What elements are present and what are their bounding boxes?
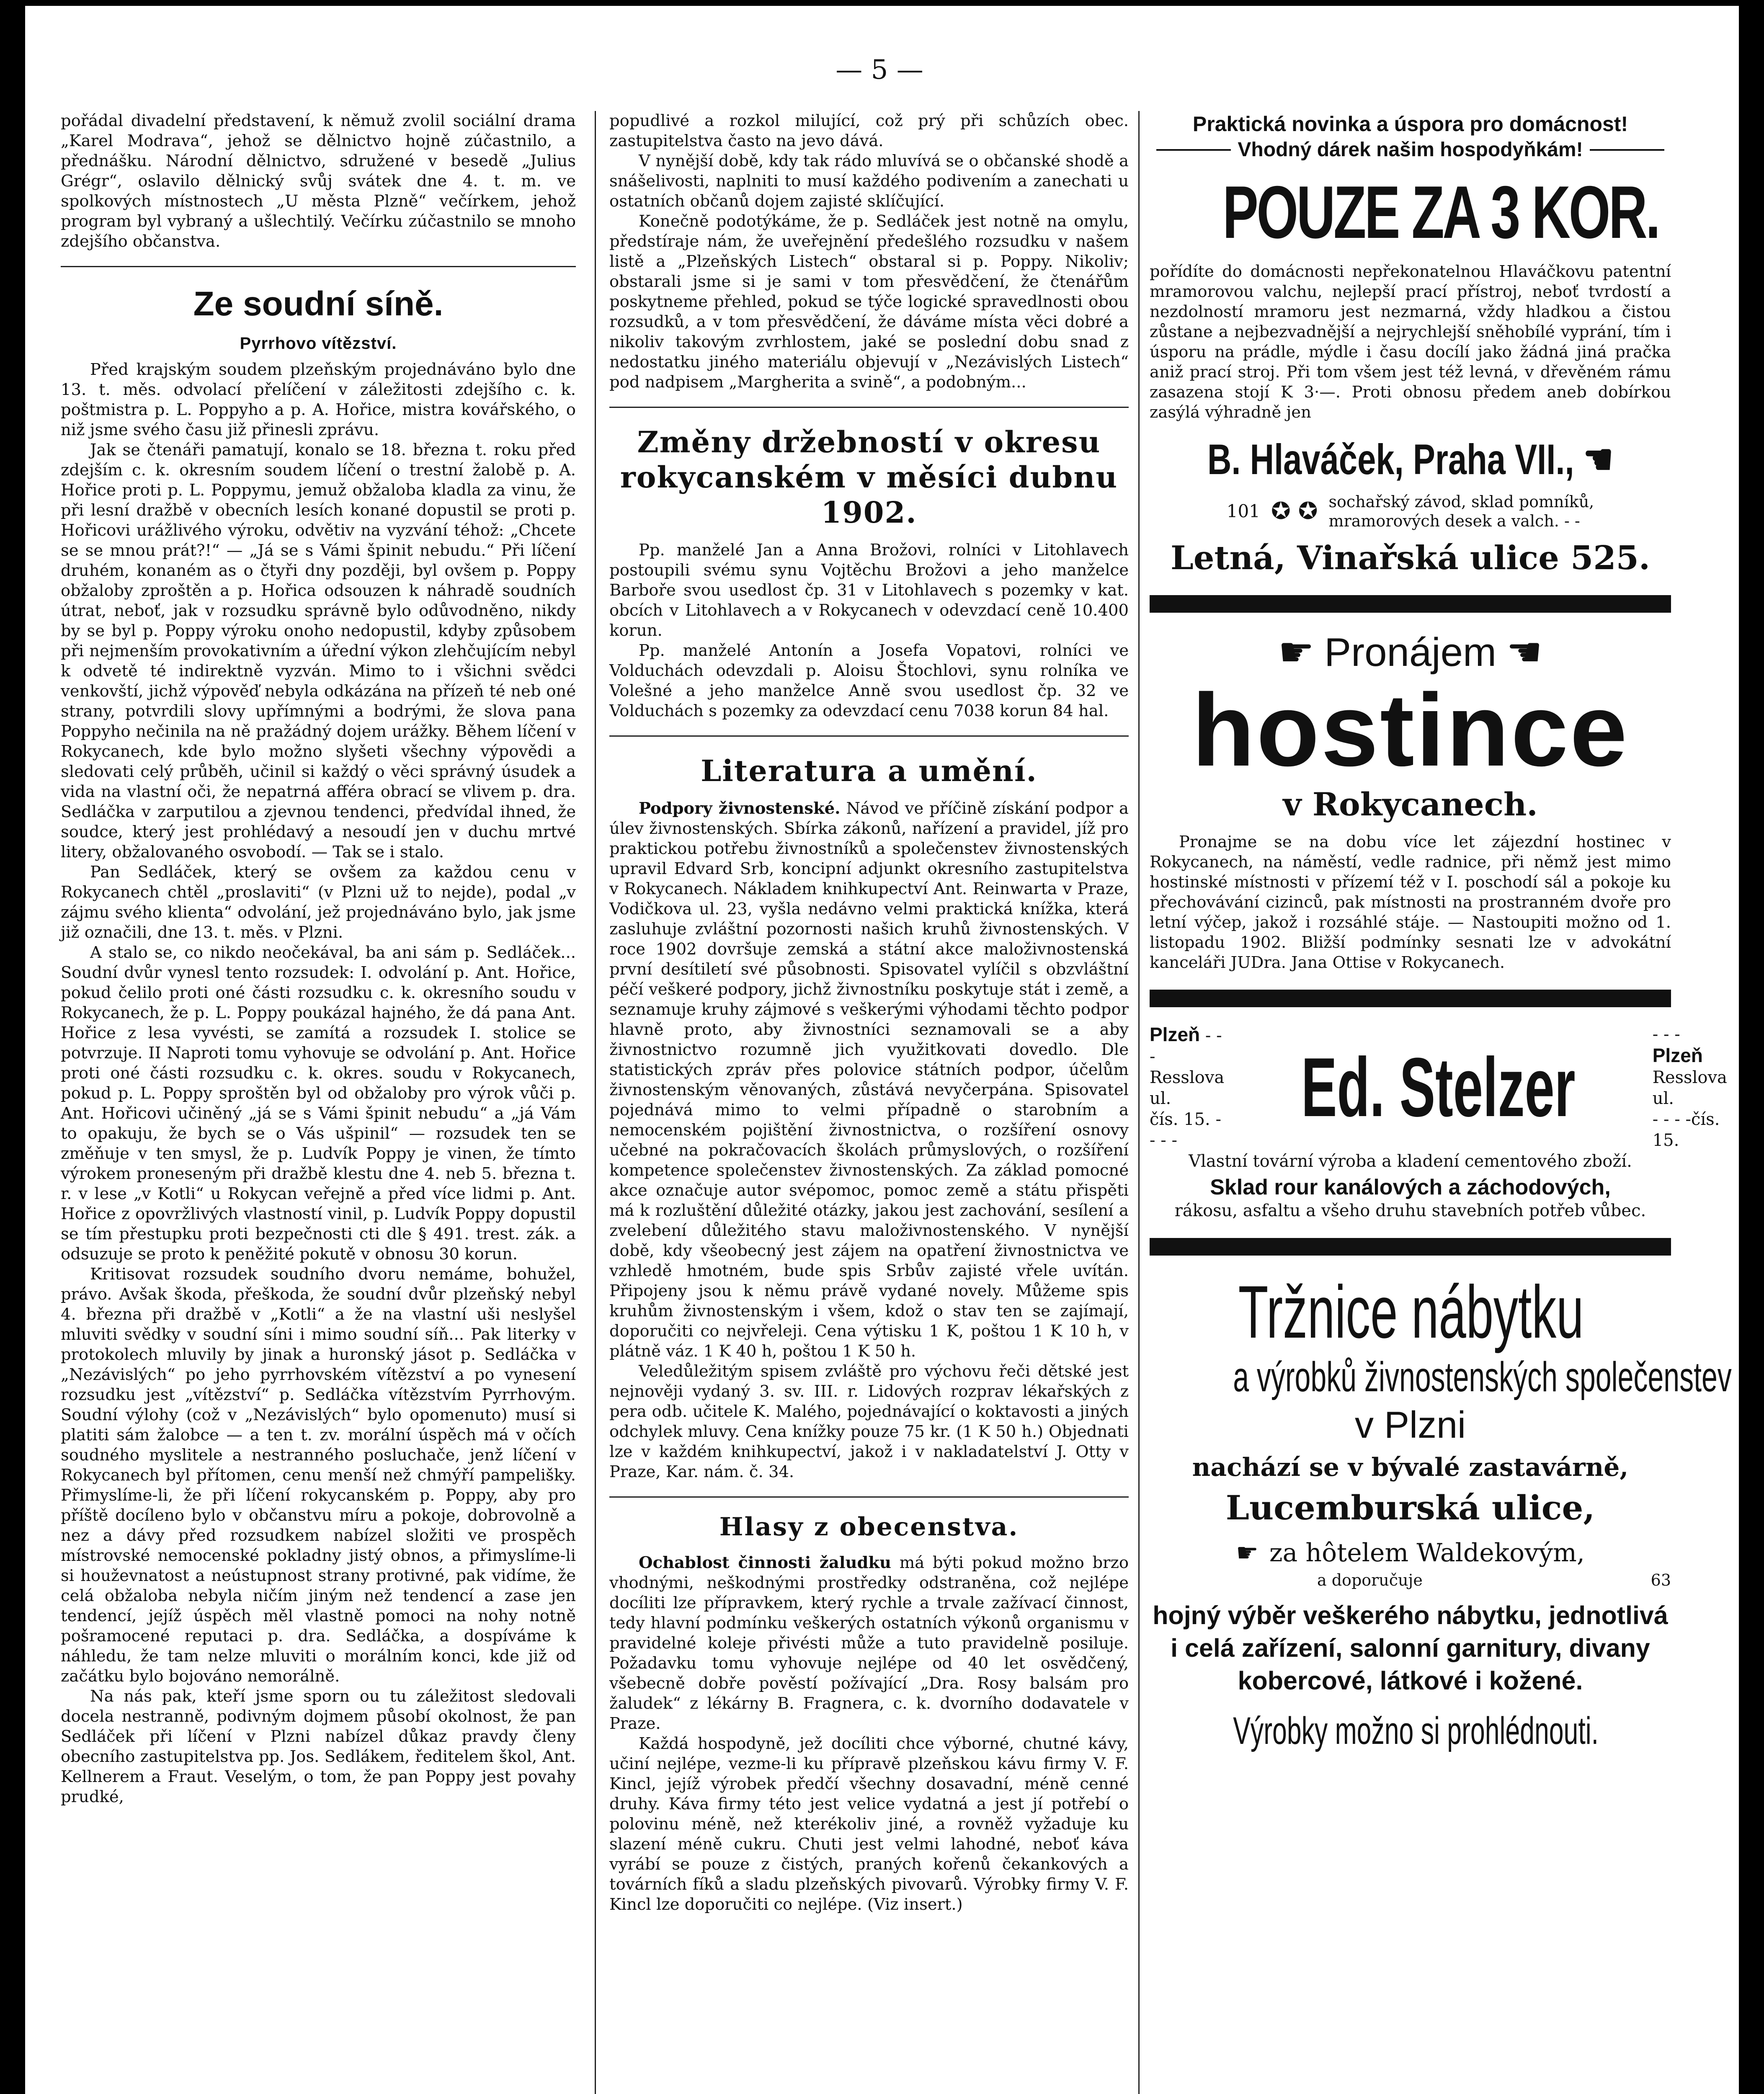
pointing-hand-icon: ☚ xyxy=(1583,436,1614,483)
article-paragraph: Každá hospodyně, jež docíliti chce výborné, chutné kávy, učiní nejlépe, vezme-li ku přípravě plzeňskou kávu firmy V. F. Kincl, jejíž výrobek předčí všechny dosavadní, méně cenné druhy. Káva firmy této jest velice vydatná a jest jí potřebí o polovinu méně, než kterékoliv jiné, a rovněž vyžaduje ku slazení méně cukru. Chuti jest velmi lahodné, neboť káva vyrábí se pouze z čistých, praných kořenů čekankových a továrních fíků a sladu plzeňských pivovarů. Výrobky firmy V. F. Kincl lze doporučiti co nejlépe. (Viz insert.) xyxy=(609,1734,1129,1914)
black-divider xyxy=(1150,595,1671,613)
article-paragraph: Jak se čtenáři pamatují, konalo se 18. března t. roku před zdejším c. k. okresním soudem líčení o trestní žalobě p. A. Hořice proti p. L. Poppymu, jemuž obžaloba kladla za vinu, že při lesní dražbě v obecních lesích konané dopustil se proti p. Hořicovi urážlivého výroku, odvětiv na vyzvání téhož: „Chcete se se mnou prát?!“ — „Já se s Vámi špinit nebudu.“ Při líčení druhém, konaném as o čtyři dny později, byl ovšem p. Poppy obžaloby zproštěn a p. Hořica odsouzen k náhradě soudních útrat, neboť, jak v rozsudku správně bylo odůvodněno, nikdy by se byl p. Poppy výroku onoho nedopustil, kdyby způsobem při nejmenším provokativním a úřední výkon zlehčujícím nebyl k odvetě té indirektně vyzván. Mimo to i všichni svědci venkovští, jichž výpověď nebyla odkázána na přízeň té neb oné strany, potvrdili slovy upřímnými a bodrými, že slova pana Poppyho nečinila na ně pražádný dojem urážky. Během líčení v Rokycanech, kde bylo možno slyšeti všechny výpovědi a sledovati celý průběh, učinil si každý o věci správný úsudek a vida na vlastní oči, že nepatrná afféra obrací se vlivem p. dra. Sedláčka v zarputilou a zjevnou tendenci, předvídal ihned, že soudce, který jest prohlédavý a nesoudí jen v duchu mrtvé litery, obžalovaného osvobodí. — Tak se i stalo. xyxy=(61,441,576,861)
article-paragraph: pořádal divadelní představení, k němuž zvolil sociální drama „Karel Modrava“, jehož se dělnictvo hojně zúčastnilo, a přednášku. Národní dělnictvo, sdružené v besedě „Julius Grégr“, oslavilo dělnický svůj svátek dne 4. t. m. ve spolkových místnostech „U města Plzně“ večírkem, jehož program byl vybraný a ušlechtilý. Večírku zúčastnilo se mnoho zdejšího občanstva. xyxy=(61,111,576,251)
ad-subline: Lucemburská ulice, xyxy=(1225,1488,1595,1527)
column-3-ads xyxy=(1150,111,1732,2094)
ad-title-row xyxy=(1150,629,1671,676)
article-paragraph: Pan Sedláček, který se ovšem za každou cenu v Rokycanech chtěl „proslaviti“ (v Plzni už to nejde), podal „v zájmu svého klienta“ odvolání, jež projednáváno bylo, jak jsme již označili, dne 13. t. měs. v Plzni. xyxy=(61,863,576,942)
section-heading: Hlasy z obecenstva. xyxy=(719,1512,1019,1542)
ad-firm-name: Ed. Stelzer xyxy=(1301,1040,1576,1134)
ad-headline: Praktická novinka a úspora pro domácnost! xyxy=(1192,112,1628,136)
article-paragraph: Před krajským soudem plzeňským projednáváno bylo dne 13. t. měs. odvolací přelíčení v záležitosti zdejšího c. k. poštmistra p. L. Poppyho a p. A. Hořice, mistra kovářského, o niž jsme svého času již přinesli zprávu. xyxy=(61,360,576,439)
article-lead: Podpory živnostenské. xyxy=(639,799,841,818)
ad-body: pořídíte do domácnosti nepřekonatelnou Hlaváčkovu patentní mramorovou valchu, nejlepší prací přístroj, neboť tvrdostí a nezdolností mramoru jest nezmarná, vždy hladkou a čistou zůstane a nejbezvadnější a nejrychlejší sněhobílé vyprání, tím i úsporu na prádle, mýdle i času docílí jako žádná jiná pračka aniž prací stroj. Při tom všem jest též levná, v dřevěném rámu zasazena stojí K 3·—. Proti obnosu předem aneb dobírkou zasýlá výhradně jen xyxy=(1150,262,1671,422)
ad-subline-row xyxy=(1150,1536,1671,1570)
section-heading: Literatura a umění. xyxy=(701,753,1037,788)
ad-headline: hostince xyxy=(1191,673,1629,788)
ad-subline: nachází se v bývalé zastavárně, xyxy=(1192,1453,1629,1482)
column-divider xyxy=(1138,111,1140,2094)
ad-pronajem xyxy=(1150,629,1671,973)
article-paragraph: Návod ve příčině získání podpor a úlev živnostenských. Sbírka zákonů, nařízení a pravidel, jíž pro praktickou potřebu živnostníků a společenstev živnostenských upravil Edvard Srb, koncipní adjunkt okresního zastupitelstva v Rokycanech. Nákladem knihkupectví Ant. Reinwarta v Praze, Vodičkova ul. 23, vyšla nedávno velmi praktická knížka, která zasluhuje zvláštní pozornosti našich kruhů živnostenských. V roce 1902 dovršuje zemská a státní akce maloživnostenská první desítiletí své působnosti. Spisovatel vylíčil s obzvláštní péčí veškeré podpory, jichž živnostníku poskytuje stát i země, a seznamuje kruhy zájmové s veškerými výhodami těchto podpor hlavně proto, aby živnostníci seznamovali se a aby živnostnictvo rozumně jich využitkovati dovedlo. Dle statistických zpráv přes polovice státních podpor, účelům živnostenským věnovaných, zůstává nevyčerpána. Spisovatel pojednává mimo to velmi případně o starobním a nemocenském pojištění živnostnictva, o rozšíření osnovy učebné na pokračovacích školách průmyslových, o rozšíření kompetence společenstev živnostenských. Za základ pomocné akce označuje autor svépomoc, pomoc země a státu přispěti má k rozluštění důležité otázky, jakou jest zachování, sesílení a zvelebení důležitého stavu maloživnostenského. V nynější době, kdy všeobecný jest zájem na opatření živnostnictva ve vzhledě hmotném, bude spis Srbův zajisté vřele uvítán. Připojeny jsou k němu právě vydané novely. Můžeme spis kruhům živnostenským i všem, kdož o stav ten se zajímají, doporučiti co nejvřeleji. Cena výtisku 1 K, poštou 1 K 10 h, v plátně váz. 1 K 40 h, poštou 1 K 50 h. xyxy=(609,799,1129,1361)
article-paragraph: Konečně podotýkáme, že p. Sedláček jest notně na omylu, předstíraje nám, že uveřejnění předešlého rozsudku v našem listě a „Plzeňských Listech“ obstaral si p. Poppy. Nikoliv; obstarali jsme si je sami v tom přesvědčení, že čtenářům poskytneme přehled, pokud se týče logické spravedlnosti obou rozsudků, a v tom přesvědčení, že dáváme místa věci dobré a nikoliv takovým zvrhlostem, jaké se poslední dobu snad z nedostatku jiného materiálu objevují v „Nezávislých Listech“ pod nadpisem „Margherita a svině“, a podobným... xyxy=(609,212,1129,392)
ad-trznice xyxy=(1150,1270,1732,1754)
ad-street: Resslova ul. xyxy=(1150,1068,1225,1108)
ad-stelzer xyxy=(1150,1024,1727,1221)
section-heading: Ze soudní síně. xyxy=(193,285,444,323)
ad-place: v Rokycanech. xyxy=(1283,786,1538,823)
ad-tagline xyxy=(1150,137,1671,163)
ad-headline: Tržnice nábytku xyxy=(1238,1270,1584,1354)
ad-tagline-text: Vhodný dárek našim hospodyňkám! xyxy=(1238,139,1583,161)
ad-line: rákosu, asfaltu a všeho druhu stavebních potřeb vůbec. xyxy=(1174,1201,1646,1220)
pointing-hand-icon: ☛ xyxy=(1236,1538,1259,1568)
ad-right-address: - - -Plzeň Resslova ul. - - - -čís. 15. xyxy=(1652,1025,1727,1150)
article-paragraph: Veledůležitým spisem zvláště pro výchovu řeči dětské jest nejnověji vydaný 3. sv. III. r. Lidových rozprav lékařských z pera odb. učitele K. Malého, pojednávající o koktavosti a jiných odchylek mluvy. Cena knížky pouze 75 kr. (1 K 50 h.) Objednati lze v každém knihkupectví, jakož i v nakladatelství J. Otty v Praze, Kar. nám. č. 34. xyxy=(609,1362,1129,1481)
ad-address-line: mramorových desek a valch. - - xyxy=(1328,512,1580,530)
article-paragraph: A stalo se, co nikdo neočekával, ba ani sám p. Sedláček... Soudní dvůr vynesl tento rozsudek: I. odvolání p. Ant. Hořice, pokud čelilo proti oné části rozsudku c. k. okresního soudu v Rokycanech, že p. L. Poppy poukázal hajného, že dá pana Ant. Hořice z lesa vyvésti, se zamítá a rozsudek I. stolice se potvrzuje. II Naproti tomu vyhovuje se odvolání p. Ant. Hořice proti oné části rozsudku c. k. okres. soudu v Rokycanech, pokud p. L. Poppy sproštěn byl od obžaloby pro výrok vůči p. Ant. Hořicovi učiněný „já se s Vámi špinit nebudu“ a „já Vám to opakuju, že bych se o Vás ušpinil“ — rozsudek ten se změňuje v ten smysl, že p. Ludvík Poppy je vinen, že tímto výrokem proneseným při dražbě klestu dne 4. neb 5. března t. r. v lese „v Kotli“ u Rokycan veřejně a před více lidmi p. Ant. Hořice z opovržlivých vlastností vinil, p. Ludvík Poppy dopustil se tím přestupku proti bezpečnosti cti dle § 491. trest. zák. a odsuzuje se proto k peněžité pokutě v obnosu 30 korun. xyxy=(61,943,576,1264)
ad-recommend: a doporučuje xyxy=(1317,1571,1423,1589)
ad-number: 63 xyxy=(1651,1571,1671,1589)
ad-house-number: čís. 15. xyxy=(1150,1110,1210,1129)
ad-house-number: 101 xyxy=(1226,501,1260,521)
pointing-hand-icon: ☚ xyxy=(1506,630,1542,675)
ad-title: Pronájem xyxy=(1324,630,1496,675)
black-divider xyxy=(1150,990,1671,1007)
rule-line xyxy=(1590,149,1664,151)
ad-firm-name: B. Hlaváček, Praha VII., xyxy=(1207,436,1574,483)
article-lead: Ochablost činnosti žaludku xyxy=(639,1553,892,1572)
article-subheading: Pyrrhovo vítězství. xyxy=(240,334,397,353)
black-divider xyxy=(1150,1238,1671,1256)
ad-footer: Výrobky možno si prohlédnouti. xyxy=(1233,1710,1599,1752)
article-paragraph: Pp. manželé Jan a Anna Brožovi, rolníci v Litohlavech postoupili svému synu Vojtěchu Brožovi a jeho manželce Barboře svou usedlost čp. 31 v Litohlavech s pozemky v kat. obcích v Litohlavech a v Rokycanech v odevzdací ceně 10.400 korun. xyxy=(609,541,1129,640)
medal-icon: ✪ ✪ xyxy=(1271,498,1318,525)
ad-house-number: čís. 15. xyxy=(1652,1110,1720,1150)
ad-price: POUZE ZA 3 KOR. xyxy=(1222,170,1659,254)
column-divider xyxy=(595,111,596,2094)
ad-recommend-row xyxy=(1150,1570,1671,1591)
ad-firm xyxy=(1207,434,1614,485)
section-rule xyxy=(61,266,576,267)
ad-subline: a výrobků živnostenských společenstev xyxy=(1233,1354,1732,1400)
article-paragraph: Pp. manželé Antonín a Josefa Vopatovi, rolníci ve Volduchách odevzdali p. Aloisu Štochlovi, synu rolníka ve Volešné a jeho manželce Anně svou usedlost čp. 32 ve Volduchách s pozemky za odevzdací cenu 7038 korun 84 hal. xyxy=(609,641,1129,720)
ad-hlavacek xyxy=(1150,111,1671,578)
article-paragraph: má býti pokud možno brzo vhodnými, neškodnými prostředky odstraněna, což nejlépe docíliti lze přípravkem, který rychle a trvale zažívací činnost, tedy hlavní podmínku veškerých ostatních výkonů organismu v pravidelné koleje přivésti může a tuto pravidelně posiluje. Požadavku tomu vyhovuje nejlépe od 40 let osvědčený, všebecně dobře pověstí požívající „Dra. Rosy balsám pro žaludek“ z lékárny B. Fragnera, c. k. dvorního dodavatele v Praze. xyxy=(609,1553,1129,1733)
ad-subline: v Plzni xyxy=(1354,1404,1466,1446)
column-2 xyxy=(609,111,1129,2094)
ad-street: Resslova ul. xyxy=(1652,1068,1727,1108)
ad-address xyxy=(1150,492,1671,531)
section-heading: Změny držebností v okresu rokycanském v měsíci dubnu 1902. xyxy=(620,425,1118,530)
article-paragraph: popudlivé a rozkol milující, což prý při schůzích obec. zastupitelstva často na jevo dává. xyxy=(609,111,1129,150)
rule-line xyxy=(1156,149,1231,151)
article-paragraph: Na nás pak, kteří jsme sporn ou tu záležitost sledovali docela nestranně, podivným dojmem působí okolnost, že pan Sedláček při líčení v Plzni nabízel důkaz pravdy členy obecního zastupitelstva pp. Jos. Sedlákem, ředitelem škol, Ant. Kellnerem a Fraut. Veselým, o tom, že pan Poppy jest povahy prudké, xyxy=(61,1687,576,1806)
ad-city: Plzeň xyxy=(1150,1024,1200,1045)
pointing-hand-icon: ☛ xyxy=(1278,630,1315,675)
ad-city: Plzeň xyxy=(1652,1044,1703,1066)
ad-line: Vlastní tovární výroba a kladení cementového zboží. xyxy=(1189,1152,1632,1171)
section-rule xyxy=(609,407,1129,408)
section-rule xyxy=(609,735,1129,737)
article-paragraph: Kritisovat rozsudek soudního dvoru nemáme, bohužel, právo. Avšak škoda, přeškoda, že soudní dvůr plzeňský nebyl 4. března při dražbě v „Kotli“ a že na vlastní uši neslyšel mluviti svědky v soudní síni i mimo soudní síň... Pak literky v protokolech mluvily by jinak a huronský jásot p. Sedláčka v „Nezávislých“ po jeho pyrrhovském vítězství a po vynesení rozsudku jest „vítězství“ p. Sedláčka vítězstvím Pyrrhovým. Soudní výlohy (což v „Nezávislých“ bylo opomenuto) musí si platiti sám žalobce — a ten t. zv. morální úspěch má v očích soudného myslitele a nestranného posluchače, jenž líčení v Rokycanech byl přítomen, cenu menší než chmýří pampelišky. Přimyslíme-li, že při líčení rokycanském p. Poppy, aby pro příště docíleno bylo v občanstvu míru a pokoje, dobrovolně a nez a dávy před rozsudkem nabízel složiti ve prospěch místrovské nemocenské pokladny jistý obnos, a přimyslíme-li si houževnatost a neústupnost strany protivné, pak vidíme, že celá obžaloba nebyla ničím jiným než tendencí a zase jen tendencí, jejíž úspěch měl vlastně pomoci na nohy notně pošramocené reputaci p. dra. Sedláčka, a dospíváme k náhledu, že tam nelze mluviti o morálním konci, kde již od začátku bylo bojováno nemorálně. xyxy=(61,1265,576,1686)
ad-stelzer-header xyxy=(1150,1024,1727,1151)
ad-street: Letná, Vinařská ulice 525. xyxy=(1170,539,1651,577)
article-paragraph: V nynější době, kdy tak rádo mluvívá se o občanské shodě a snášelivosti, naplniti to musí každého podivením a zanechati u ostatních občanů dojem zajisté sklíčující. xyxy=(609,152,1129,211)
page-number: — 5 — xyxy=(836,54,923,85)
column-1 xyxy=(61,111,576,2094)
ad-address-text xyxy=(1329,492,1594,531)
ad-address-line: sochařský závod, sklad pomníků, xyxy=(1328,493,1594,511)
ad-body: Pronajme se na dobu více let zájezdní hostinec v Rokycanech, na náměstí, vedle radnice, při němž jest mimo hostinské místnosti v přízemí též v I. poschodí sál a pokoje ku přechovávání cizinců, pak místnosti na prostranném dvoře pro letní výčep, jakož i rozsáhlé stáje. — Nastoupiti možno od 1. listopadu 1902. Bližší podmínky sesnati lze v advokátní kanceláři JUDra. Jana Ottise v Rokycanech. xyxy=(1150,833,1671,972)
ad-left-address: Plzeň - - - Resslova ul. čís. 15. - - - - xyxy=(1150,1024,1225,1150)
ad-offer: hojný výběr veškerého nábytku, jednotlivá i celá zařízení, salonní garnitury, divany kobercové, látkové i kožené. xyxy=(1153,1601,1668,1695)
section-rule xyxy=(609,1496,1129,1498)
ad-line: Sklad rour kanálových a záchodových, xyxy=(1210,1175,1611,1199)
ad-subline: za hôtelem Waldekovým, xyxy=(1269,1538,1585,1568)
